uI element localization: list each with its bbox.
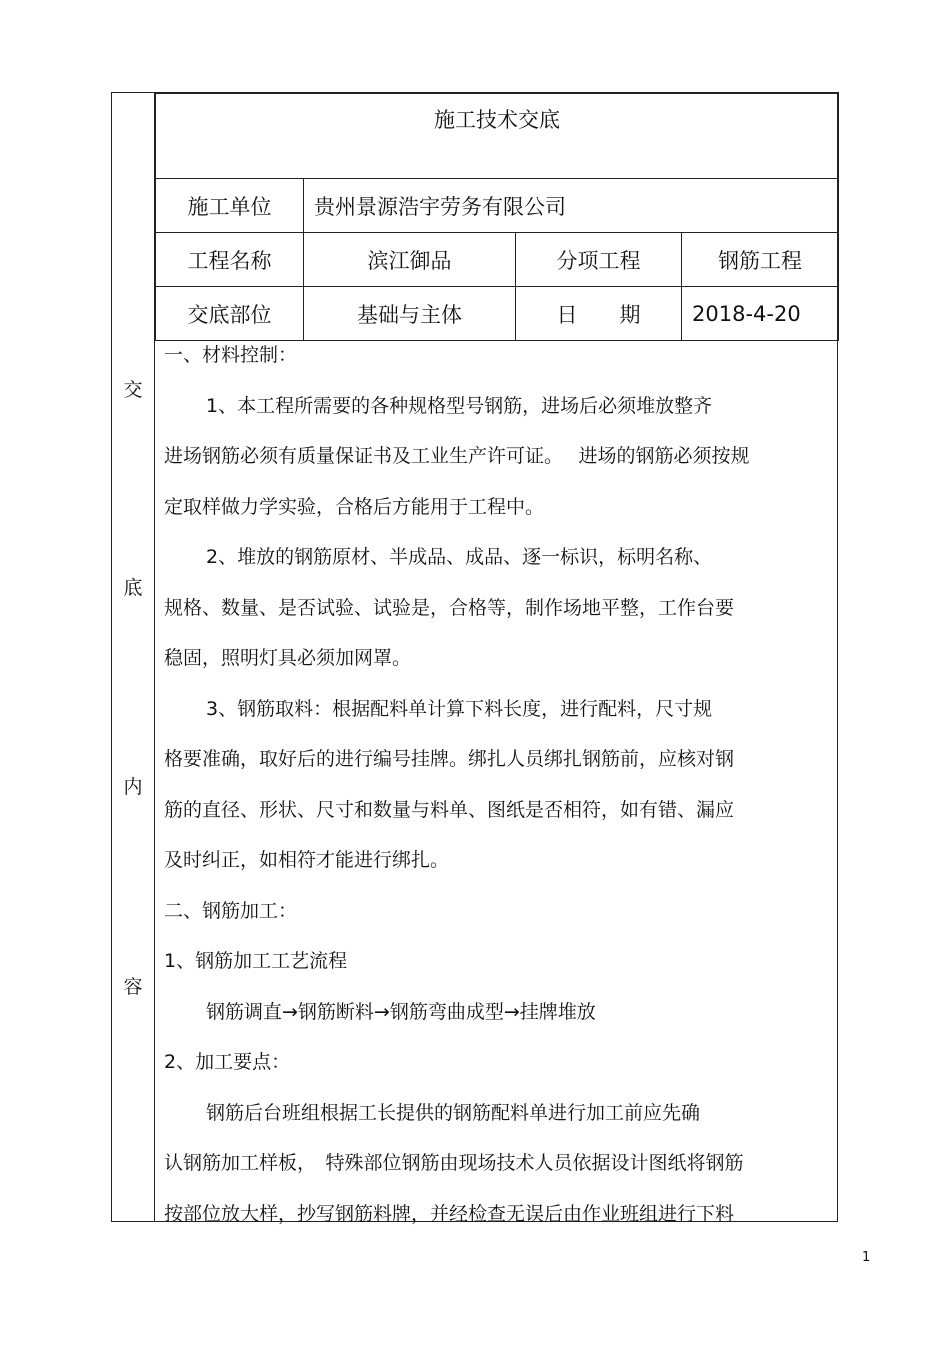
side-label-column — [111, 92, 155, 1222]
paragraph-line: 认钢筋加工样板， 特殊部位钢筋由现场技术人员依据设计图纸将钢筋 — [164, 1152, 744, 1174]
page-number: 1 — [862, 1250, 871, 1265]
process-flow: 钢筋调直→钢筋断料→钢筋弯曲成型→挂牌堆放 — [206, 1000, 596, 1023]
paragraph-line: 稳固，照明灯具必须加网罩。 — [164, 647, 412, 669]
paragraph-line: 筋的直径、形状、尺寸和数量与料单、图纸是否相符，如有错、漏应 — [164, 798, 735, 821]
side-label-char: 容 — [123, 976, 143, 998]
paragraph-line: 进场钢筋必须有质量保证书及工业生产许可证。 进场的钢筋必须按规 — [164, 445, 750, 467]
paragraph-line: 格要准确，取好后的进行编号挂牌。绑扎人员绑扎钢筋前，应核对钢 — [164, 748, 735, 770]
date-value: 2018-4-20 — [682, 287, 839, 341]
paragraph-line: 定取样做力学实验，合格后方能用于工程中。 — [164, 495, 545, 518]
side-label-char: 交 — [123, 379, 143, 401]
sub-project-value: 钢筋工程 — [682, 233, 839, 287]
project-value: 滨江御品 — [304, 233, 516, 287]
side-label-char: 内 — [123, 776, 143, 798]
paragraph-line: 2、堆放的钢筋原材、半成品、成品、逐一标识，标明名称、 — [206, 546, 713, 568]
section-heading: 二、钢筋加工： — [164, 899, 298, 922]
sub-project-label: 分项工程 — [516, 233, 682, 287]
paragraph-line: 按部位放大样，抄写钢筋料牌，并经检查无误后由作业班组进行下料 — [164, 1202, 735, 1225]
part-label: 交底部位 — [156, 287, 304, 341]
unit-value: 贵州景源浩宇劳务有限公司 — [304, 179, 839, 233]
paragraph-line: 1、本工程所需要的各种规格型号钢筋，进场后必须堆放整齐 — [206, 394, 713, 417]
part-value: 基础与主体 — [304, 287, 516, 341]
unit-label: 施工单位 — [156, 179, 304, 233]
document-title: 施工技术交底 — [156, 93, 839, 179]
project-label: 工程名称 — [156, 233, 304, 287]
subsection-heading: 2、加工要点： — [164, 1051, 291, 1073]
header-table — [155, 92, 839, 341]
subsection-heading: 1、钢筋加工工艺流程 — [164, 950, 348, 972]
paragraph-line: 规格、数量、是否试验、试验是，合格等，制作场地平整，工作台要 — [164, 596, 735, 619]
paragraph-line: 3、钢筋取料：根据配料单计算下料长度，进行配料，尺寸规 — [206, 697, 713, 720]
section-heading: 一、材料控制： — [164, 344, 298, 366]
paragraph-line: 钢筋后台班组根据工长提供的钢筋配料单进行加工前应先确 — [206, 1101, 701, 1124]
paragraph-line: 及时纠正，如相符才能进行绑扎。 — [164, 849, 450, 871]
side-label-char: 底 — [123, 577, 143, 599]
date-label: 日 期 — [516, 287, 682, 341]
content-body — [164, 330, 826, 1239]
